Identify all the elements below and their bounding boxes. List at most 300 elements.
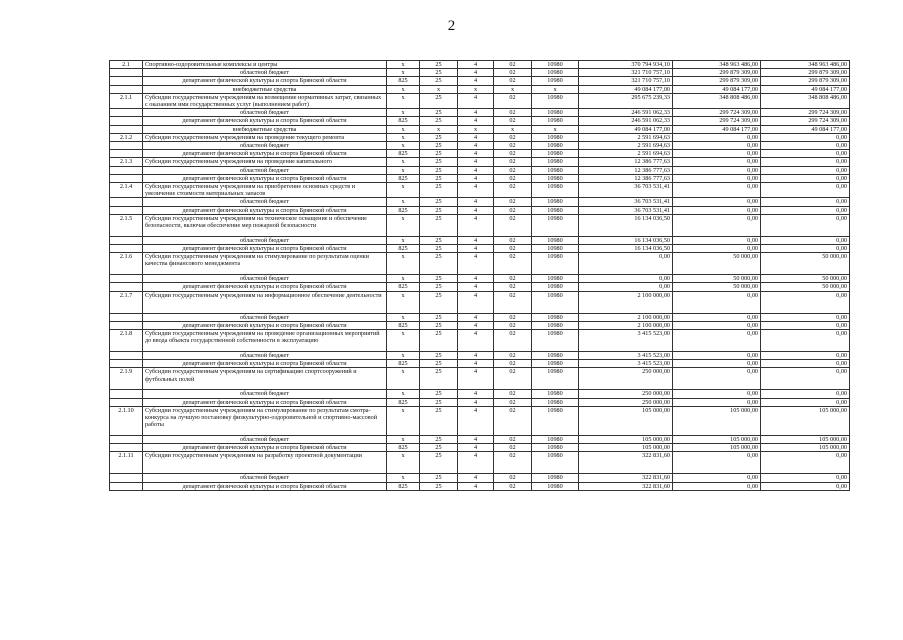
code-cell: 25 <box>420 435 458 443</box>
code-cell: 02 <box>494 245 532 253</box>
amount-cell: 105 000,00 <box>579 406 673 435</box>
code-cell: х <box>458 125 494 133</box>
code-cell: 10980 <box>532 198 579 206</box>
row-name-cell: Субсидии государственным учреждениям на информационное обеспечение деятельности <box>143 291 387 313</box>
table-row <box>110 69 850 77</box>
amount-cell: 0,00 <box>761 158 850 166</box>
code-cell: 10980 <box>532 158 579 166</box>
code-cell: х <box>387 474 420 482</box>
amount-cell: 0,00 <box>673 313 761 321</box>
code-cell: 25 <box>420 245 458 253</box>
code-cell: 10980 <box>532 313 579 321</box>
table-row <box>110 214 850 236</box>
code-cell: х <box>387 142 420 150</box>
amount-cell: 0,00 <box>579 283 673 291</box>
table-row <box>110 245 850 253</box>
amount-cell: 0,00 <box>673 198 761 206</box>
code-cell: 4 <box>458 198 494 206</box>
code-cell: 10980 <box>532 61 579 69</box>
amount-cell: 0,00 <box>761 198 850 206</box>
amount-cell: 0,00 <box>673 330 761 352</box>
row-number-cell <box>110 482 143 490</box>
row-number-cell <box>110 166 143 174</box>
code-cell: 10980 <box>532 253 579 275</box>
code-cell: 4 <box>458 321 494 329</box>
code-cell: х <box>387 198 420 206</box>
amount-cell: 2 100 000,00 <box>579 291 673 313</box>
table-row <box>110 398 850 406</box>
code-cell: 10980 <box>532 474 579 482</box>
table-row <box>110 253 850 275</box>
amount-cell: 0,00 <box>761 482 850 490</box>
amount-cell: 299 724 309,00 <box>673 117 761 125</box>
code-cell: х <box>387 406 420 435</box>
amount-cell: 16 134 036,50 <box>579 236 673 244</box>
code-cell: 25 <box>420 198 458 206</box>
code-cell: 10980 <box>532 482 579 490</box>
amount-cell: 0,00 <box>761 321 850 329</box>
code-cell: 25 <box>420 158 458 166</box>
row-number-cell <box>110 398 143 406</box>
amount-cell: 0,00 <box>761 474 850 482</box>
table-row <box>110 275 850 283</box>
table-row <box>110 435 850 443</box>
code-cell: 10980 <box>532 109 579 117</box>
code-cell: 25 <box>420 174 458 182</box>
code-cell: 10980 <box>532 214 579 236</box>
code-cell: 25 <box>420 236 458 244</box>
amount-cell: 2 100 000,00 <box>579 313 673 321</box>
row-name-cell: внебюджетные средства <box>143 125 387 133</box>
table-row <box>110 390 850 398</box>
table-row <box>110 158 850 166</box>
amount-cell: 348 963 486,00 <box>761 61 850 69</box>
row-name-cell: департамент физической культуры и спорта Брянской области <box>143 245 387 253</box>
code-cell: 25 <box>420 368 458 390</box>
amount-cell: 0,00 <box>761 206 850 214</box>
row-name-cell: областной бюджет <box>143 390 387 398</box>
code-cell: х <box>494 125 532 133</box>
amount-cell: 3 415 523,00 <box>579 352 673 360</box>
table-row <box>110 368 850 390</box>
code-cell: 4 <box>458 452 494 474</box>
code-cell: х <box>387 435 420 443</box>
code-cell: 02 <box>494 133 532 141</box>
amount-cell: 0,00 <box>673 166 761 174</box>
table-row <box>110 150 850 158</box>
code-cell: 10980 <box>532 142 579 150</box>
code-cell: 10980 <box>532 133 579 141</box>
table-row <box>110 61 850 69</box>
code-cell: х <box>387 313 420 321</box>
table-row <box>110 406 850 435</box>
code-cell: 25 <box>420 253 458 275</box>
code-cell: 02 <box>494 109 532 117</box>
row-name-cell: Субсидии государственным учреждениям на техническое оснащение и обеспечение безопасности, включая обеспечение мер пожарной безопасности <box>143 214 387 236</box>
row-name-cell: Субсидии государственным учреждениям на проведение капитального <box>143 158 387 166</box>
table-row <box>110 142 850 150</box>
amount-cell: 0,00 <box>761 183 850 198</box>
code-cell: 10980 <box>532 150 579 158</box>
amount-cell: 299 724 309,00 <box>673 109 761 117</box>
amount-cell: 50 000,00 <box>761 253 850 275</box>
row-number-cell: 2.1.5 <box>110 214 143 236</box>
amount-cell: 299 724 309,00 <box>761 117 850 125</box>
row-number-cell: 2.1.4 <box>110 183 143 198</box>
code-cell: 25 <box>420 142 458 150</box>
amount-cell: 2 591 694,63 <box>579 150 673 158</box>
amount-cell: 49 084 177,00 <box>761 125 850 133</box>
code-cell: 02 <box>494 283 532 291</box>
row-name-cell: департамент физической культуры и спорта Брянской области <box>143 321 387 329</box>
amount-cell: 0,00 <box>673 133 761 141</box>
amount-cell: 299 724 309,00 <box>761 109 850 117</box>
row-name-cell: областной бюджет <box>143 352 387 360</box>
code-cell: х <box>387 133 420 141</box>
code-cell: х <box>532 85 579 93</box>
row-number-cell <box>110 444 143 452</box>
code-cell: 4 <box>458 406 494 435</box>
row-name-cell: департамент физической культуры и спорта Брянской области <box>143 150 387 158</box>
code-cell: х <box>387 109 420 117</box>
code-cell: 4 <box>458 275 494 283</box>
code-cell: 02 <box>494 253 532 275</box>
code-cell: 25 <box>420 283 458 291</box>
code-cell: 825 <box>387 206 420 214</box>
row-name-cell: областной бюджет <box>143 198 387 206</box>
code-cell: 25 <box>420 482 458 490</box>
amount-cell: 0,00 <box>673 352 761 360</box>
code-cell: 02 <box>494 435 532 443</box>
amount-cell: 0,00 <box>673 206 761 214</box>
row-number-cell <box>110 474 143 482</box>
code-cell: х <box>420 85 458 93</box>
code-cell: 10980 <box>532 166 579 174</box>
code-cell: 02 <box>494 321 532 329</box>
row-number-cell <box>110 435 143 443</box>
amount-cell: 2 100 000,00 <box>579 321 673 329</box>
code-cell: 4 <box>458 330 494 352</box>
amount-cell: 348 963 486,00 <box>673 61 761 69</box>
amount-cell: 0,00 <box>673 236 761 244</box>
code-cell: 25 <box>420 166 458 174</box>
code-cell: х <box>387 183 420 198</box>
amount-cell: 0,00 <box>761 214 850 236</box>
row-name-cell: Субсидии государственным учреждениям на возмещение нормативных затрат, связанных с оказанием ими государственных услуг (выполнением работ) <box>143 93 387 108</box>
row-number-cell <box>110 117 143 125</box>
amount-cell: 3 415 523,00 <box>579 360 673 368</box>
row-name-cell: департамент физической культуры и спорта Брянской области <box>143 174 387 182</box>
code-cell: 02 <box>494 198 532 206</box>
code-cell: 4 <box>458 61 494 69</box>
table-row <box>110 352 850 360</box>
code-cell: 10980 <box>532 435 579 443</box>
amount-cell: 16 134 036,50 <box>579 214 673 236</box>
row-number-cell <box>110 142 143 150</box>
code-cell: 25 <box>420 69 458 77</box>
table-row <box>110 330 850 352</box>
code-cell: 25 <box>420 313 458 321</box>
code-cell: 02 <box>494 444 532 452</box>
row-name-cell: департамент физической культуры и спорта Брянской области <box>143 482 387 490</box>
amount-cell: 2 591 694,63 <box>579 142 673 150</box>
code-cell: 10980 <box>532 236 579 244</box>
code-cell: 825 <box>387 398 420 406</box>
amount-cell: 36 703 531,41 <box>579 206 673 214</box>
code-cell: 02 <box>494 360 532 368</box>
amount-cell: 50 000,00 <box>673 283 761 291</box>
amount-cell: 0,00 <box>673 482 761 490</box>
code-cell: 25 <box>420 133 458 141</box>
row-number-cell <box>110 245 143 253</box>
code-cell: х <box>387 275 420 283</box>
code-cell: 25 <box>420 321 458 329</box>
table-row <box>110 283 850 291</box>
code-cell: 4 <box>458 236 494 244</box>
code-cell: 25 <box>420 291 458 313</box>
row-name-cell: Субсидии государственным учреждениям на стимулирование по результатам смотра-конкурса на лучшую постановку физкультурно-оздоровительной и спортивно-массовой работы <box>143 406 387 435</box>
table-row <box>110 166 850 174</box>
amount-cell: 322 831,60 <box>579 482 673 490</box>
amount-cell: 105 000,00 <box>761 435 850 443</box>
amount-cell: 0,00 <box>761 150 850 158</box>
amount-cell: 50 000,00 <box>673 275 761 283</box>
code-cell: 02 <box>494 474 532 482</box>
table-row <box>110 360 850 368</box>
code-cell: 10980 <box>532 452 579 474</box>
row-name-cell: Субсидии государственным учреждениям на разработку проектной документации <box>143 452 387 474</box>
code-cell: 02 <box>494 158 532 166</box>
row-name-cell: областной бюджет <box>143 69 387 77</box>
amount-cell: 299 879 309,00 <box>761 77 850 85</box>
row-name-cell: Субсидии государственным учреждениям на проведение текущего ремонта <box>143 133 387 141</box>
page-number: 2 <box>447 18 456 34</box>
code-cell: х <box>387 85 420 93</box>
code-cell: 02 <box>494 183 532 198</box>
code-cell: 02 <box>494 214 532 236</box>
code-cell: 25 <box>420 444 458 452</box>
amount-cell: 348 808 486,00 <box>673 93 761 108</box>
amount-cell: 105 000,00 <box>761 406 850 435</box>
code-cell: 4 <box>458 214 494 236</box>
code-cell: 10980 <box>532 206 579 214</box>
row-name-cell: департамент физической культуры и спорта Брянской области <box>143 398 387 406</box>
row-name-cell: внебюджетные средства <box>143 85 387 93</box>
amount-cell: 0,00 <box>579 253 673 275</box>
amount-cell: 0,00 <box>673 174 761 182</box>
amount-cell: 12 386 777,63 <box>579 158 673 166</box>
table-row <box>110 133 850 141</box>
code-cell: 4 <box>458 368 494 390</box>
code-cell: х <box>387 69 420 77</box>
amount-cell: 322 831,60 <box>579 474 673 482</box>
code-cell: 25 <box>420 330 458 352</box>
amount-cell: 299 879 309,00 <box>673 77 761 85</box>
amount-cell: 0,00 <box>673 321 761 329</box>
code-cell: 4 <box>458 390 494 398</box>
table-row <box>110 452 850 474</box>
code-cell: 25 <box>420 150 458 158</box>
code-cell: 825 <box>387 117 420 125</box>
row-name-cell: Спортивно-оздоровительные комплексы и центры <box>143 61 387 69</box>
row-number-cell: 2.1 <box>110 61 143 69</box>
code-cell: 02 <box>494 482 532 490</box>
table-row <box>110 183 850 198</box>
code-cell: х <box>532 125 579 133</box>
row-name-cell: Субсидии государственным учреждениям на проведение организационных мероприятий до ввода объекта государственной собственности в эксплуатацию <box>143 330 387 352</box>
code-cell: 825 <box>387 245 420 253</box>
code-cell: 02 <box>494 368 532 390</box>
code-cell: 825 <box>387 321 420 329</box>
amount-cell: 295 675 239,33 <box>579 93 673 108</box>
code-cell: х <box>387 291 420 313</box>
table-row <box>110 444 850 452</box>
amount-cell: 299 879 309,00 <box>761 69 850 77</box>
amount-cell: 105 000,00 <box>579 435 673 443</box>
code-cell: 25 <box>420 474 458 482</box>
code-cell: 02 <box>494 275 532 283</box>
code-cell: 825 <box>387 77 420 85</box>
amount-cell: 2 591 694,63 <box>579 133 673 141</box>
code-cell: 25 <box>420 117 458 125</box>
table-row <box>110 77 850 85</box>
code-cell: 25 <box>420 109 458 117</box>
code-cell: х <box>494 85 532 93</box>
amount-cell: 105 000,00 <box>673 406 761 435</box>
code-cell: 10980 <box>532 93 579 108</box>
table-row <box>110 198 850 206</box>
code-cell: 02 <box>494 77 532 85</box>
amount-cell: 0,00 <box>761 236 850 244</box>
code-cell: 4 <box>458 435 494 443</box>
row-name-cell: департамент физической культуры и спорта Брянской области <box>143 444 387 452</box>
code-cell: 825 <box>387 150 420 158</box>
amount-cell: 0,00 <box>761 174 850 182</box>
amount-cell: 322 831,60 <box>579 452 673 474</box>
code-cell: 10980 <box>532 183 579 198</box>
code-cell: 25 <box>420 360 458 368</box>
row-number-cell: 2.1.1 <box>110 93 143 108</box>
row-name-cell: Субсидии государственным учреждениям на сертификацию спортсооружений и футбольных полей <box>143 368 387 390</box>
code-cell: 4 <box>458 93 494 108</box>
table-row <box>110 321 850 329</box>
amount-cell: 250 000,00 <box>579 368 673 390</box>
code-cell: 02 <box>494 206 532 214</box>
code-cell: х <box>387 368 420 390</box>
row-number-cell: 2.1.8 <box>110 330 143 352</box>
code-cell: 25 <box>420 406 458 435</box>
code-cell: 10980 <box>532 321 579 329</box>
amount-cell: 0,00 <box>673 291 761 313</box>
amount-cell: 0,00 <box>673 150 761 158</box>
amount-cell: 49 084 177,00 <box>673 85 761 93</box>
code-cell: х <box>387 253 420 275</box>
code-cell: х <box>387 236 420 244</box>
code-cell: 25 <box>420 390 458 398</box>
row-number-cell <box>110 174 143 182</box>
code-cell: 825 <box>387 174 420 182</box>
code-cell: х <box>458 85 494 93</box>
code-cell: 02 <box>494 313 532 321</box>
row-number-cell: 2.1.9 <box>110 368 143 390</box>
amount-cell: 0,00 <box>761 245 850 253</box>
code-cell: 4 <box>458 158 494 166</box>
code-cell: 4 <box>458 166 494 174</box>
row-name-cell: областной бюджет <box>143 474 387 482</box>
code-cell: 02 <box>494 330 532 352</box>
table-row <box>110 291 850 313</box>
amount-cell: 0,00 <box>673 245 761 253</box>
row-name-cell: департамент физической культуры и спорта Брянской области <box>143 360 387 368</box>
amount-cell: 49 084 177,00 <box>761 85 850 93</box>
amount-cell: 105 000,00 <box>673 444 761 452</box>
table-row <box>110 236 850 244</box>
code-cell: х <box>387 125 420 133</box>
code-cell: х <box>387 93 420 108</box>
amount-cell: 0,00 <box>761 166 850 174</box>
amount-cell: 0,00 <box>761 142 850 150</box>
table-row <box>110 93 850 108</box>
code-cell: 10980 <box>532 398 579 406</box>
amount-cell: 49 084 177,00 <box>673 125 761 133</box>
amount-cell: 246 591 062,33 <box>579 117 673 125</box>
amount-cell: 250 000,00 <box>579 398 673 406</box>
row-number-cell <box>110 360 143 368</box>
amount-cell: 0,00 <box>673 474 761 482</box>
code-cell: 4 <box>458 206 494 214</box>
row-name-cell: Субсидии государственным учреждениям на приобретение основных средств и увеличение стоимости материальных запасов <box>143 183 387 198</box>
row-number-cell <box>110 69 143 77</box>
code-cell: х <box>420 125 458 133</box>
amount-cell: 0,00 <box>761 291 850 313</box>
code-cell: 02 <box>494 93 532 108</box>
code-cell: 02 <box>494 398 532 406</box>
table-row <box>110 125 850 133</box>
amount-cell: 105 000,00 <box>673 435 761 443</box>
amount-cell: 3 415 523,00 <box>579 330 673 352</box>
amount-cell: 0,00 <box>673 142 761 150</box>
table-row <box>110 174 850 182</box>
amount-cell: 0,00 <box>761 313 850 321</box>
table-row <box>110 474 850 482</box>
code-cell: 02 <box>494 390 532 398</box>
amount-cell: 0,00 <box>673 452 761 474</box>
code-cell: х <box>387 390 420 398</box>
budget-table <box>109 60 850 491</box>
code-cell: 4 <box>458 133 494 141</box>
code-cell: х <box>387 214 420 236</box>
row-name-cell: областной бюджет <box>143 166 387 174</box>
amount-cell: 49 084 177,00 <box>579 85 673 93</box>
code-cell: 4 <box>458 77 494 85</box>
code-cell: 10980 <box>532 117 579 125</box>
code-cell: 10980 <box>532 352 579 360</box>
code-cell: 25 <box>420 452 458 474</box>
row-number-cell <box>110 283 143 291</box>
amount-cell: 0,00 <box>761 368 850 390</box>
row-name-cell: областной бюджет <box>143 313 387 321</box>
code-cell: 10980 <box>532 406 579 435</box>
code-cell: 4 <box>458 360 494 368</box>
code-cell: 4 <box>458 253 494 275</box>
amount-cell: 36 703 531,41 <box>579 183 673 198</box>
row-number-cell <box>110 77 143 85</box>
table-row <box>110 313 850 321</box>
code-cell: 02 <box>494 61 532 69</box>
code-cell: 02 <box>494 69 532 77</box>
amount-cell: 370 794 934,10 <box>579 61 673 69</box>
code-cell: х <box>387 166 420 174</box>
